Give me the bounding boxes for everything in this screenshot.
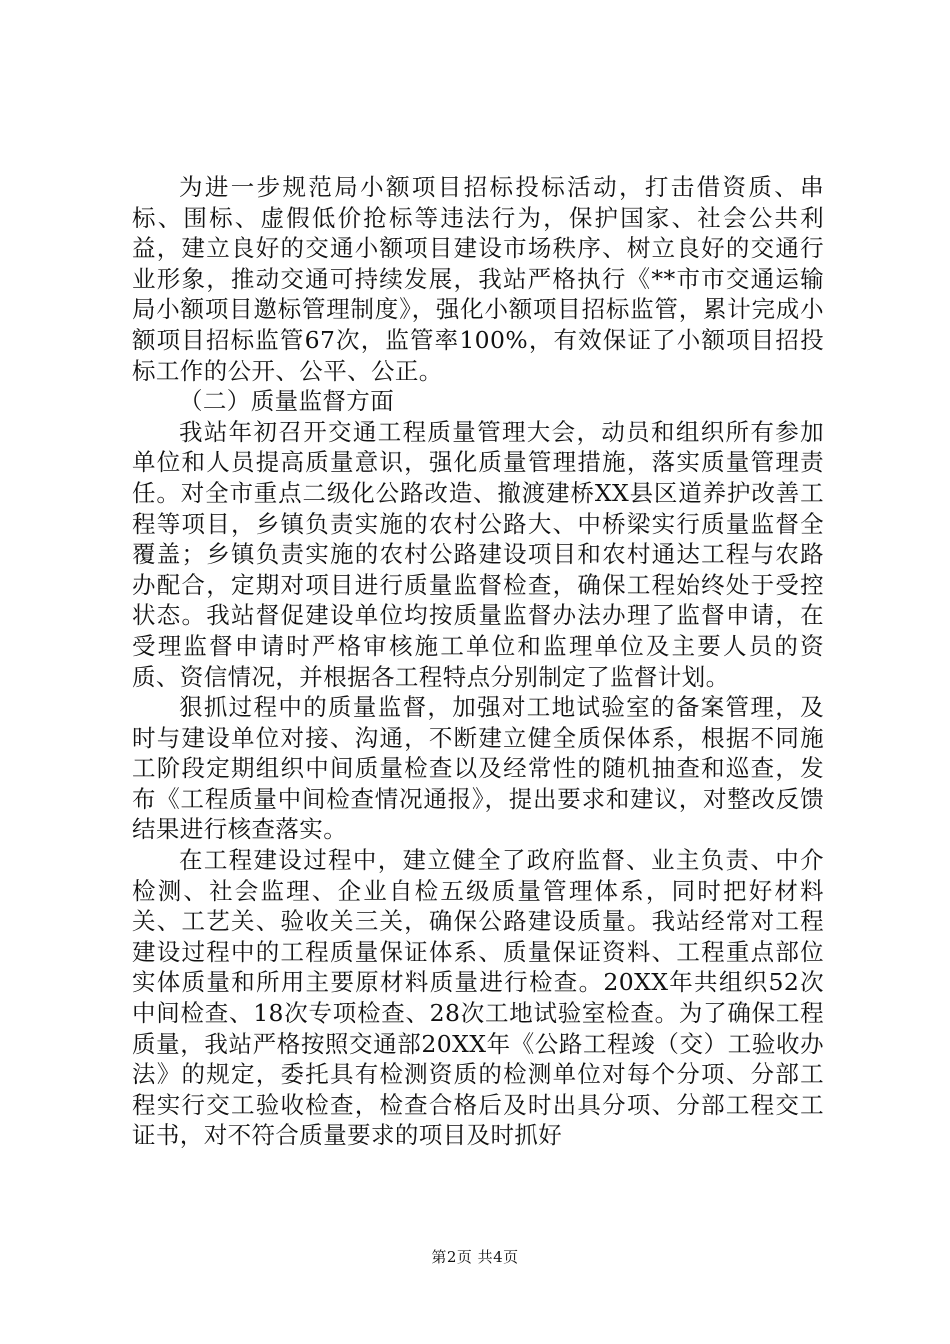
- paragraph-process-supervision: 狠抓过程中的质量监督，加强对工地试验室的备案管理，及时与建设单位对接、沟通，不断建立健全质保体系，根据不同施工阶段定期组织中间质量检查以及经常性的随机抽查和巡查，发布《工程质量中间检查情况通报》，提出要求和建议，对整改反馈结果进行核查落实。: [132, 693, 824, 844]
- paragraph-bidding-supervision: 为进一步规范局小额项目招标投标活动，打击借资质、串标、围标、虚假低价抢标等违法行为，保护国家、社会公共利益，建立良好的交通小额项目建设市场秩序、树立良好的交通行业形象，推动交通可持续发展，我站严格执行《**市市交通运输局小额项目邀标管理制度》，强化小额项目招标监管，累计完成小额项目招标监管67次，监管率100%，有效保证了小额项目招投标工作的公开、公平、公正。: [132, 173, 824, 385]
- paragraph-quality-meeting: 我站年初召开交通工程质量管理大会，动员和组织所有参加单位和人员提高质量意识，强化质量管理措施，落实质量管理责任。对全市重点二级化公路改造、撤渡建桥XX县区道养护改善工程等项目，乡镇负责实施的农村公路大、中桥梁实行质量监督全覆盖；乡镇负责实施的农村公路建设项目和农村通达工程与农路办配合，定期对项目进行质量监督检查，确保工程始终处于受控状态。我站督促建设单位均按质量监督办法办理了监督申请，在受理监督申请时严格审核施工单位和监理单位及主要人员的资质、资信情况，并根据各工程特点分别制定了监督计划。: [132, 417, 824, 691]
- document-body: [132, 172, 824, 1151]
- section-heading-quality-supervision: （二）质量监督方面: [179, 387, 395, 416]
- paragraph-construction-quality: 在工程建设过程中，建立健全了政府监督、业主负责、中介检测、社会监理、企业自检五级质量管理体系，同时把好材料关、工艺关、验收关三关，确保公路建设质量。我站经常对工程建设过程中的工程质量保证体系、质量保证资料、工程重点部位实体质量和所用主要原材料质量进行检查。20XX年共组织52次中间检查、18次专项检查、28次工地试验室检查。为了确保工程质量，我站严格按照交通部20XX年《公路工程竣（交）工验收办法》的规定，委托具有检测资质的检测单位对每个分项、分部工程实行交工验收检查，检查合格后及时出具分项、分部工程交工证书，对不符合质量要求的项目及时抓好: [132, 846, 824, 1150]
- page-number-footer: 第2页 共4页: [431, 1248, 519, 1266]
